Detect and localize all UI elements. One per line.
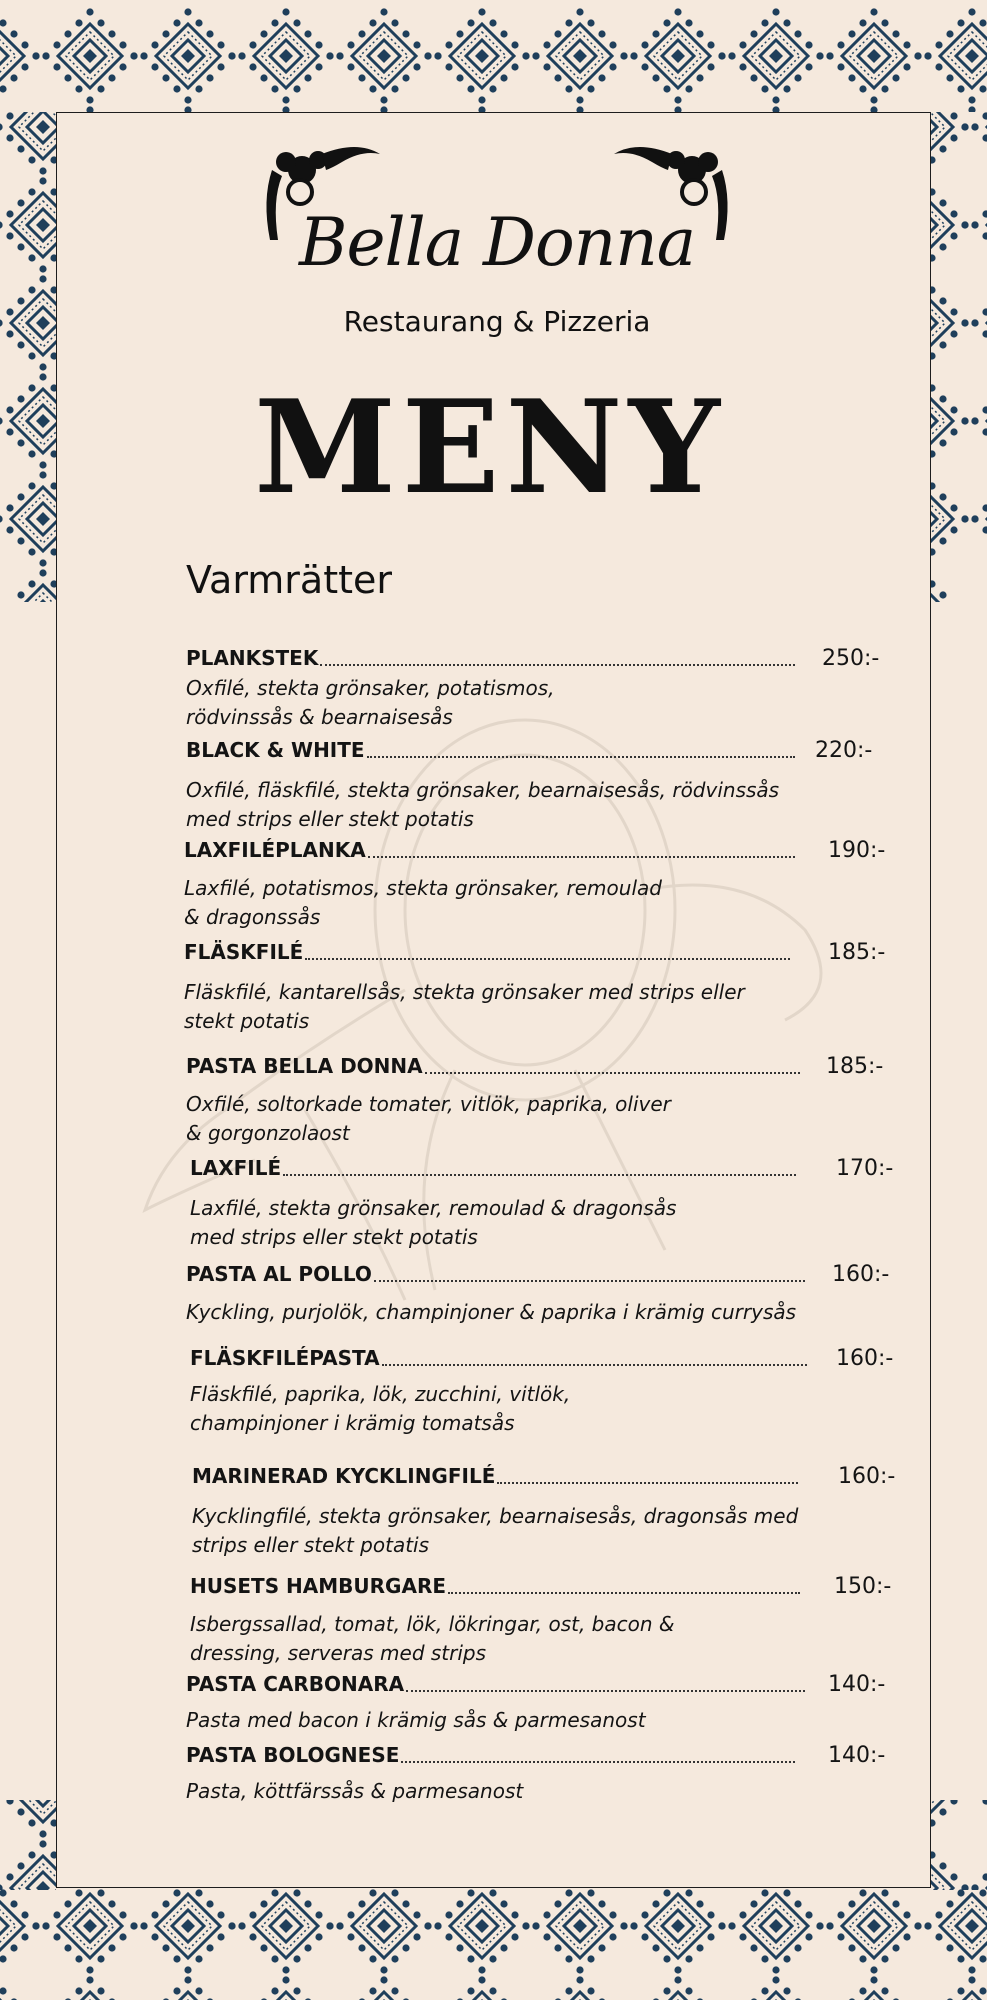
menu-item-price: 185:- bbox=[826, 1054, 884, 1079]
menu-item-description: Oxfilé, soltorkade tomater, vitlök, paprika, oliver & gorgonzolaost bbox=[186, 1092, 671, 1145]
menu-item-name: PASTA BOLOGNESE bbox=[186, 1743, 400, 1767]
brand-name: Bella Donna bbox=[298, 204, 696, 281]
menu-item-description: Pasta med bacon i krämig sås & parmesanost bbox=[186, 1708, 646, 1732]
menu-item-name: FLÄSKFILÉPASTA bbox=[190, 1346, 380, 1370]
menu-item-description: Oxfilé, stekta grönsaker, potatismos, rödvinssås & bearnaisesås bbox=[186, 676, 555, 729]
menu-item-price: 160:- bbox=[836, 1346, 894, 1371]
menu-item-name: MARINERAD KYCKLINGFILÉ bbox=[192, 1464, 496, 1488]
menu-item-name: PASTA CARBONARA bbox=[186, 1672, 405, 1696]
dot-leader bbox=[497, 1482, 798, 1484]
border-pattern-left-lower bbox=[0, 1800, 56, 1890]
menu-item-price: 150:- bbox=[834, 1574, 892, 1599]
menu-item-name: PASTA BELLA DONNA bbox=[186, 1054, 423, 1078]
dot-leader bbox=[448, 1592, 800, 1594]
menu-item-price: 190:- bbox=[828, 838, 886, 863]
dot-leader bbox=[367, 756, 795, 758]
menu-item-price: 160:- bbox=[838, 1464, 896, 1489]
menu-item-description: Isbergssallad, tomat, lök, lökringar, ost, bacon & dressing, serveras med strips bbox=[190, 1612, 675, 1665]
menu-item-description: Pasta, köttfärssås & parmesanost bbox=[186, 1779, 524, 1803]
menu-item-price: 250:- bbox=[822, 646, 880, 671]
menu-item-description: Kyckling, purjolök, champinjoner & paprika i krämig currysås bbox=[186, 1300, 797, 1324]
border-pattern-left bbox=[0, 112, 56, 602]
menu-item-name: PLANKSTEK bbox=[186, 646, 319, 670]
menu-item-name: FLÄSKFILÉ bbox=[184, 940, 304, 964]
dot-leader bbox=[305, 958, 790, 960]
menu-item-description: Laxfilé, potatismos, stekta grönsaker, remoulad & dragonssås bbox=[184, 876, 662, 929]
section-title: Varmrätter bbox=[186, 558, 393, 602]
border-pattern-right bbox=[931, 112, 987, 602]
menu-item-price: 220:- bbox=[815, 738, 873, 763]
dot-leader bbox=[425, 1072, 800, 1074]
menu-item-description: Fläskfilé, paprika, lök, zucchini, vitlök, champinjoner i krämig tomatsås bbox=[190, 1382, 571, 1435]
menu-item-name: BLACK & WHITE bbox=[186, 738, 365, 762]
menu-item-price: 170:- bbox=[836, 1156, 894, 1181]
menu-item-description: Fläskfilé, kantarellsås, stekta grönsaker med strips eller stekt potatis bbox=[184, 980, 745, 1033]
menu-item-price: 160:- bbox=[832, 1262, 890, 1287]
brand-subtitle: Restaurang & Pizzeria bbox=[343, 305, 651, 338]
border-pattern-top bbox=[0, 0, 987, 112]
dot-leader bbox=[283, 1174, 796, 1176]
menu-item-description: Kycklingfilé, stekta grönsaker, bearnaisesås, dragonsås med strips eller stekt potatis bbox=[192, 1504, 799, 1557]
menu-item-price: 185:- bbox=[828, 940, 886, 965]
dot-leader bbox=[382, 1364, 807, 1366]
menu-item-name: PASTA AL POLLO bbox=[186, 1262, 372, 1286]
dot-leader bbox=[374, 1280, 805, 1282]
dot-leader bbox=[368, 856, 795, 858]
border-pattern-bottom bbox=[0, 1888, 987, 2000]
menu-item-price: 140:- bbox=[828, 1743, 886, 1768]
dot-leader bbox=[406, 1690, 805, 1692]
menu-title: MENY bbox=[254, 373, 726, 523]
dot-leader bbox=[401, 1761, 795, 1763]
menu-item-name: LAXFILÉ bbox=[190, 1156, 282, 1180]
menu-item-price: 140:- bbox=[828, 1672, 886, 1697]
menu-item-description: Laxfilé, stekta grönsaker, remoulad & dragonsås med strips eller stekt potatis bbox=[190, 1196, 677, 1249]
border-pattern-right-lower bbox=[931, 1800, 987, 1890]
menu-item-description: Oxfilé, fläskfilé, stekta grönsaker, bearnaisesås, rödvinssås med strips eller stekt potatis bbox=[186, 778, 780, 831]
menu-item-name: LAXFILÉPLANKA bbox=[184, 838, 366, 862]
menu-item-name: HUSETS HAMBURGARE bbox=[190, 1574, 447, 1598]
dot-leader bbox=[320, 664, 795, 666]
restaurant-logo bbox=[262, 140, 732, 338]
